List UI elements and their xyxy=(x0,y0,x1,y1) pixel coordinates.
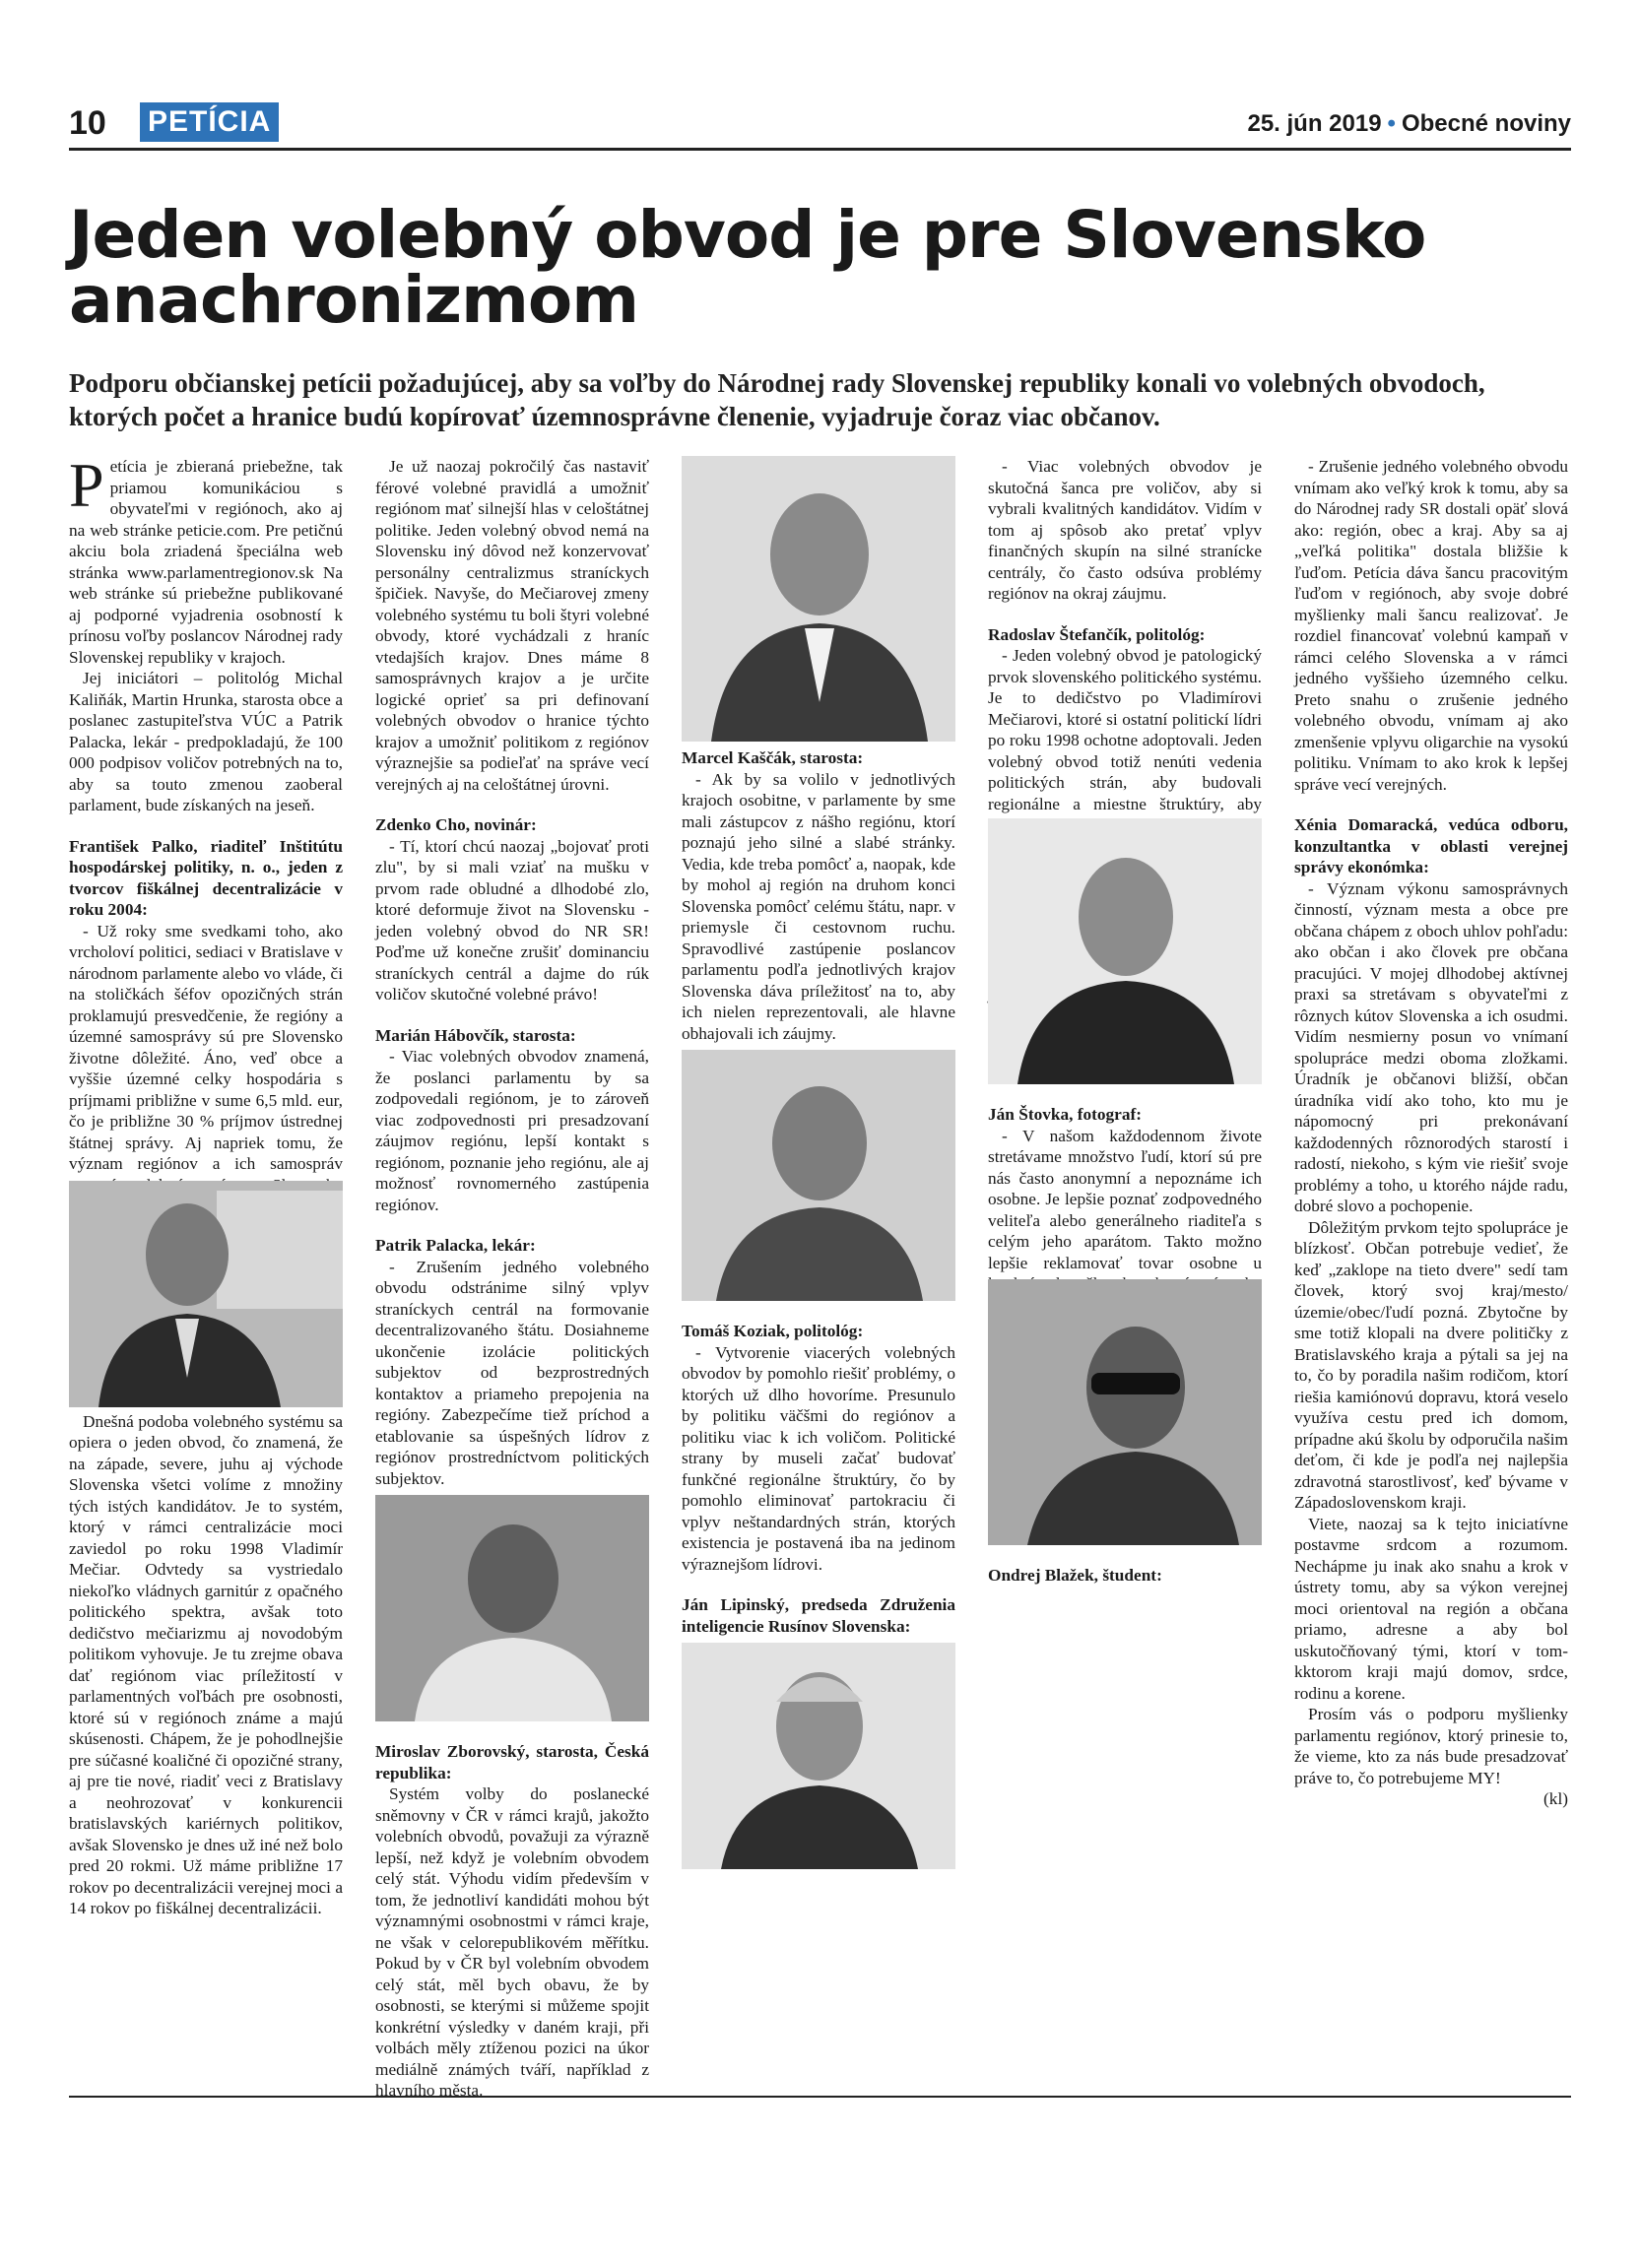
intro-paragraph-2: Jej iniciátori – politológ Michal Kaliňák, Martin Hrunka, starosta obce a poslanec zastupiteľstva VÚC a Patrik Palacka, lekár - predpokladajú, že 100 000 podpisov voličov potrebných na to, aby sa touto zmenou zaoberal parlament, bude získaných na jeseň. xyxy=(69,669,343,814)
author-signature: (kl) xyxy=(1543,1789,1568,1808)
quote-palacka-text: - Zrušením jedného volebného obvodu odstránime silný vplyv straníckych centrál na formovanie decentralizovaného štátu. Dosiahneme ukončenie izolácie politických subjektov od bezprostredných kontaktov a priameho prepojenia na regióny. Zabezpečíme tiež príchod a etablovanie sa úspešných lídrov z regiónov prostredníctvom politických subjektov. xyxy=(375,1257,649,1488)
quote-author-koziak: Tomáš Koziak, politológ: xyxy=(682,1322,864,1340)
quote-stovka-text: - V našom každodennom živote stretávame množstvo ľudí, ktorí sú pre nás často anonymní a nepoznáme ich osobne. Je lepšie poznať zodpovedného veliteľa alebo generálneho riaditeľa s celým jeho aparátom. Takto možno lepšie reklamovať tovar osobne u xyxy=(988,1126,1262,1272)
quote-author-kascak: Marcel Kaščák, starosta: xyxy=(682,748,864,767)
section-label: PETÍCIA xyxy=(140,102,279,142)
photo-zborovsky xyxy=(682,456,955,742)
quote-lipinsky-text: - Viac volebných obvodov je skutočná šanca pre voličov, aby si vybrali kvalitných kandidátov. Vidím v tom aj spôsob ako pretať vplyv finančných skupín na silné stranícke centrály, čo často odsúva problémy regiónov na okraj záujmu. xyxy=(988,457,1262,603)
page-number: 10 xyxy=(69,104,106,142)
column-2 xyxy=(375,456,649,2100)
article-lede: Podporu občianskej petícii požadujúcej, aby sa voľby do Národnej rady Slovenskej republiky konali vo volebných obvodoch, ktorých počet a hranice budú kopírovať územnosprávne členenie, vyjadruje čoraz viac občanov. xyxy=(69,368,1485,431)
issue-date: 25. jún 2019 xyxy=(1247,110,1382,137)
quote-author-lipinsky: Ján Lipinský, predseda Združenia inteligencie Rusínov Slovenska: xyxy=(682,1595,955,1636)
quote-palko-text: - Už roky sme svedkami toho, ako vrcholoví politici, sediaci v Bratislave v národnom parlamente alebo vo vláde, či na stoličkách šéfov opozičných strán proklamujú presvedčenie, že regióny a územné samosprávy sú pre Slovensko životne dôležité. Áno, veď obce a vyššie územné celky hospodária s príjmami približne v sume 6,5 mld. eur, čo je približne 30 % príjmov ústrednej štátnej správy. Aj napriek tomu, že význam regiónov a ich samospráv xyxy=(69,921,343,1173)
quote-palko-text-3: Je už naozaj pokročilý čas nastaviť férové volebné pravidlá a umožniť regiónom mať silnejší hlas v celoštátnej politike. Jeden volebný obvod nemá na Slovensku iný dôvod než konzervovať personálny centralizmus straníckych špičiek. Navyše, do Mečiarovej zmeny volebného systému tu boli štyri volebné obvody, ktoré vychádzali z hraníc vtedajších krajov. Dnes máme 8 samosprávnych krajov a je určite logické oprieť sa pri definovaní volebných obvodov o hranice týchto krajov a umožniť politikom z regiónov výraznejšie sa podieľať na správe vecí verejných aj na celoštátnej úrovni. xyxy=(375,457,649,794)
quote-domaracka-text-3: Viete, naozaj sa k tejto iniciatívne postavme srdcom a rozumom. Nechápme ju inak ako snahu a krok v ústrety tomu, aby sa výkon verejnej moci orientoval na región a občana priamo, adresne a aby bol uskutočňovaný tými, ktorí v tom-kktorom kraji majú domov, srdce, rodinu a korene. xyxy=(1294,1514,1568,1703)
column-5 xyxy=(1294,456,1568,2091)
intro-text: etícia je zbieraná priebežne, tak priamou komunikáciou s obyvateľmi v regiónoch, ako aj na web stránke peticie.com. Pre petičnú akciu bola zriadená špeciálna web stránka www.parlamentregionov.sk Na web stránke sú priebežne publikované aj podporné vyjadrenia osobností k prínosu voľby poslancov Národnej rady Slovenskej republiky v krajoch. xyxy=(69,457,343,667)
column-3 xyxy=(682,456,955,2091)
quote-blazek-text: - Zrušenie jedného volebného obvodu vnímam ako veľký krok k tomu, aby sa do Národnej rady SR dostali opäť slová ako: región, obec a kraj. Aby sa aj „veľká politika" dostala bližšie k ľuďom. Petícia dáva šancu pracovitým ľuďom v regiónoch, aby svoje dobré myšlienky mali šancu realizovať. Je rozdiel financovať volebnú kampaň v rámci celého Slovenska a v rámci jedného vyššieho územného celku. Preto snahu o zrušenie jedného volebného obvodu, vnímam aj ako zmenšenie vplyvu oligarchie na vysokú politiku. Vnímam to ako krok k lepšej správe vecí verejných. xyxy=(1294,457,1568,794)
bottom-rule xyxy=(69,2096,1571,2098)
quote-author-palacka: Patrik Palacka, lekár: xyxy=(375,1236,536,1255)
person-photo-icon xyxy=(682,456,955,742)
photo-kascak xyxy=(682,1050,955,1301)
quote-author-stovka: Ján Štovka, fotograf: xyxy=(988,1105,1143,1124)
photo-stovka xyxy=(988,1279,1262,1545)
person-photo-icon xyxy=(69,1181,343,1407)
quote-zborovsky-text: Systém volby do poslanecké sněmovny v ČR v rámci krajů, jakožto volebních obvodů, považuji za výrazně lepší, než když je volebním obvodem celý stát. Výhodu vidím především v tom, že jednotliví kandidáti mohou být významnými osobnostmi v rámci kraje, ne však v celorepublikovém měřítku. Pokud by v ČR byl volebním obvodem celý stát, měl bych obavu, že by osobnosti, se kterými si můžeme spojit konkrétní výsledky v daném kraji, při volbách měly ztíženou pozici na úkor mediálně známých tváří, například z hlavního města. xyxy=(375,1784,649,2100)
page-header xyxy=(69,102,1571,151)
person-photo-icon xyxy=(682,1050,955,1301)
person-photo-icon xyxy=(375,1495,649,1721)
quote-domaracka-text: - Význam výkonu samosprávnych činností, význam mesta a obce pre občana chápem z oboch uhlov pohľadu: ako občan i ako človek pre občana pracujúci. V mojej dlhodobej aktívnej praxi sa stretávam s obyvateľmi z rôznych kútov Slovenska a ich osudmi. Vidím nesmierny posun vo vnímaní spolupráce medzi oboma zložkami. Úradník je občanovi bližší, občan úradníka vidí ako toho, kto mu je nápomocný pri prekonávaní každodenných rôznorodých starostí i radostí, niekoho, s kým vie riešiť svoje problémy a toho, u ktorého nájde radu, dobré slovo a pochopenie. xyxy=(1294,878,1568,1215)
quote-habovcik-text: - Viac volebných obvodov znamená, že poslanci parlamentu by sa zodpovedali regiónom, je to zároveň viac zodpovednosti pri presadzovaní záujmov regiónu, lepší kontakt s regiónom, poznanie jeho regiónu, ale aj možnosť rovnomerného zastúpenia regiónov. xyxy=(375,1047,649,1214)
photo-palacka xyxy=(375,1495,649,1721)
column-4 xyxy=(988,456,1262,2091)
quote-domaracka-text-2: Dôležitým prvkom tejto spolupráce je blízkosť. Občan potrebuje vedieť, že keď „zaklope na tieto dvere" sedí tam človek, ktorý svoj kraj/mesto/územie/obec/ľudí pozná. Zbytočne by sme totiž klopali na dvere političky z Bratislavského kraja a pýtali sa jej na to, čo by poradila našim rodičom, ktorí riešia kamiónovú dopravu, ktorá veselo využíva cestu pred ich domom, prípadne akú školu by odporučila našim deťom, či kde je podľa nej najlepšia zdravotná starostlivosť, keď bývame v Západoslovenskom kraji. xyxy=(1294,1217,1568,1512)
quote-domaracka-text-4: Prosím vás o podporu myšlienky parlamentu regiónov, ktorý prinesie to, že vieme, kto za nás bude presadzovať práve to, čo potrebujeme MY! xyxy=(1294,1705,1568,1787)
intro-paragraph xyxy=(69,450,343,668)
quote-author-zborovsky: Miroslav Zborovský, starosta, Česká republika: xyxy=(375,1742,649,1782)
dropcap: P xyxy=(69,450,104,520)
photo-lipinsky xyxy=(682,1643,955,1869)
photo-stefancik xyxy=(988,818,1262,1084)
person-photo-icon xyxy=(988,1279,1262,1545)
photo-palko xyxy=(69,1181,343,1407)
quote-author-palko: František Palko, riaditeľ Inštitútu hospodárskej politiky, n. o., jeden z tvorcov fiškálnej decentralizácie v roku 2004: xyxy=(69,836,343,919)
person-photo-icon xyxy=(682,1643,955,1869)
separator-dot: • xyxy=(1387,110,1396,137)
quote-koziak-text: - Vytvorenie viacerých volebných obvodov by pomohlo riešiť problémy, o ktorých už dlho hovoríme. Presunulo by politiku väčšmi do regiónov a politiku viac k ich voličom. Politické strany by museli začať budovať funkčné regionálne štruktúry, čo by pomohlo eliminovať partokraciu či vplyv neštandardných strán, ktorých existencia je postavená iba na jedinom výraznejšom lídrovi. xyxy=(682,1342,955,1574)
quote-author-stefancik: Radoslav Štefančík, politológ: xyxy=(988,624,1206,644)
article-title: Jeden volebný obvod je pre Slovensko anachronizmom xyxy=(69,197,1426,338)
column-1 xyxy=(69,450,343,2091)
quote-author-domaracka: Xénia Domaracká, vedúca odboru, konzultantka v oblasti verejnej správy ekonómka: xyxy=(1294,815,1568,876)
publication-name: Obecné noviny xyxy=(1401,110,1571,137)
quote-author-blazek: Ondrej Blažek, študent: xyxy=(988,1565,1162,1585)
person-photo-icon xyxy=(988,818,1262,1084)
quote-kascak-text: - Ak by sa volilo v jednotlivých krajoch osobitne, v parlamente by sme mali zástupcov z nášho regiónu, ktorí poznajú jeho silné a slabé stránky. Vedia, kde treba pomôcť a, naopak, kde by mohol aj región na druhom konci Slovenska pomôcť celému štátu, napr. v priemysle či cestovnom ruchu. Spravodlivé zastúpenie poslancov parlamentu podľa jednotlivých krajov Slovenska dáva príležitosť na to, aby ich nielen reprezentovali, ale hlavne obhajovali ich záujmy. xyxy=(682,769,955,1043)
quote-stefancik-text: - Jeden volebný obvod je patologický prvok slovenského politického systému. Je to dedičstvo po Vladimírovi Mečiarovi, ktoré si ostatní politickí lídri po roku 1998 ochotne adoptovali. Jeden volebný obvod totiž nenúti vedenia politických strán, aby budovali regionálne a miestne štruktúry, aby xyxy=(988,646,1262,813)
quote-cho-text: - Tí, ktorí chcú naozaj „bojovať proti zlu", by si mali vziať na mušku v prvom rade obludné a dlhodobé zlo, ktoré deformuje život na Slovensku - jeden volebný obvod do NR SR! Poďme už konečne zrušiť dominanciu straníckych centrál a dajme do rúk voličov skutočné volebné právo! xyxy=(375,836,649,1004)
quote-palko-text-2: Dnešná podoba volebného systému sa opiera o jeden obvod, čo znamená, že na západe, severe, juhu aj východe Slovenska všetci volíme z množiny tých istých kandidátov. Je to systém, ktorý v rámci centralizácie moci zaviedol po roku 1998 Vladimír Mečiar. Odvtedy sa vystriedalo niekoľko vládnych garnitúr z opačného politického spektra, avšak toto dedičstvo mečiarizmu aj novodobým politikom vyhovuje. Je tu zrejme obava dať regiónom viac príležitostí v parlamentných voľbách pre osobnosti, ktoré sú v regiónoch známe a majú skúsenosti. Chápem, že je pohodlnejšie pre súčasné koaličné či opozičné strany, aj pre tie nové, riadiť veci z Bratislavy a neohrozovať v konkurencii bratislavských kariérnych politikov, avšak Slovensko je dnes už iné než bolo pred 20 rokmi. Už máme približne 17 rokov po decentralizácii verejnej moci a 14 rokov po fiškálnej decentralizácii. xyxy=(69,1411,343,1917)
dateline xyxy=(1247,110,1571,138)
quote-author-cho: Zdenko Cho, novinár: xyxy=(375,815,537,834)
quote-author-habovcik: Marián Hábovčík, starosta: xyxy=(375,1025,576,1045)
